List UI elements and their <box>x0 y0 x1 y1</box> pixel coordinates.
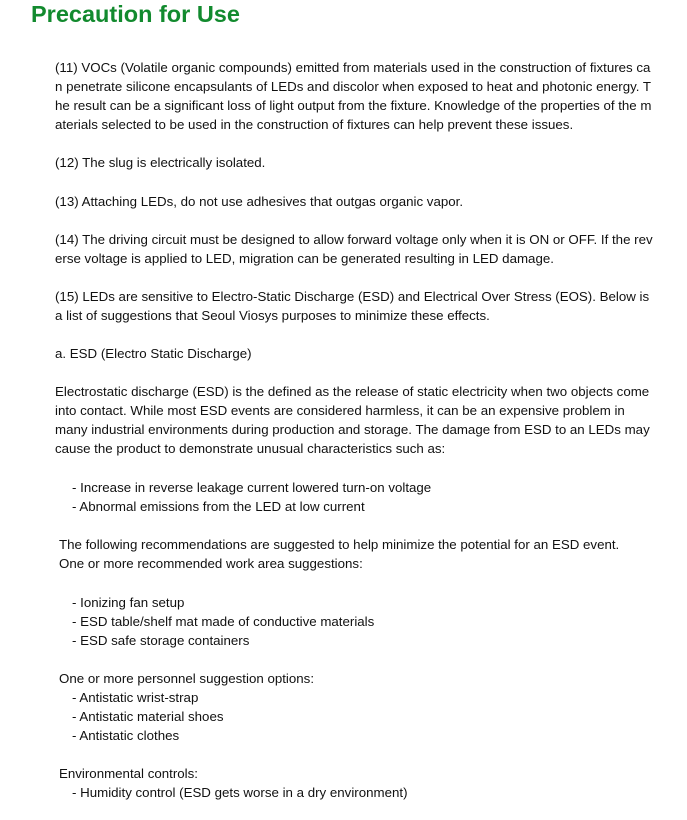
recommendation-line: One or more recommended work area suggestions: <box>59 556 363 571</box>
paragraph-14-line: erse voltage is applied to LED, migration can be generated resulting in LED damage. <box>55 251 554 266</box>
recommendation-line: The following recommendations are suggested to help minimize the potential for an ESD event. <box>59 537 620 552</box>
personnel-item: - Antistatic clothes <box>72 728 180 743</box>
esd-paragraph-line: many industrial environments during production and storage. The damage from ESD to an LEDs may <box>55 422 650 437</box>
paragraph-11-line: aterials selected to be used in the construction of fixtures can help prevent these issues. <box>55 117 574 132</box>
environmental-item: - Humidity control (ESD gets worse in a dry environment) <box>72 785 408 800</box>
esd-paragraph-line: Electrostatic discharge (ESD) is the defined as the release of static electricity when two objects come <box>55 384 650 399</box>
esd-heading: a. ESD (Electro Static Discharge) <box>55 346 252 361</box>
page-title: Precaution for Use <box>31 1 240 27</box>
paragraph-15-line: a list of suggestions that Seoul Viosys purposes to minimize these effects. <box>55 308 490 323</box>
personnel-item: - Antistatic wrist-strap <box>72 690 199 705</box>
paragraph-14-line: (14) The driving circuit must be designed to allow forward voltage only when it is ON or OFF. If the rev <box>55 232 653 247</box>
esd-effect-item: - Abnormal emissions from the LED at low current <box>72 499 365 514</box>
work-area-item: - Ionizing fan setup <box>72 595 185 610</box>
esd-effect-item: - Increase in reverse leakage current lowered turn-on voltage <box>72 480 432 495</box>
esd-paragraph-line: into contact. While most ESD events are considered harmless, it can be an expensive problem in <box>55 403 625 418</box>
personnel-heading: One or more personnel suggestion options: <box>59 671 315 686</box>
paragraph-11-line: n penetrate silicone encapsulants of LEDs and discolor when exposed to heat and photonic energy. T <box>55 79 652 94</box>
paragraph-13: (13) Attaching LEDs, do not use adhesives that outgas organic vapor. <box>55 194 464 209</box>
esd-paragraph-line: cause the product to demonstrate unusual characteristics such as: <box>55 441 446 456</box>
work-area-item: - ESD table/shelf mat made of conductive materials <box>72 614 375 629</box>
environmental-heading: Environmental controls: <box>59 766 198 781</box>
paragraph-11-line: he result can be a significant loss of light output from the fixture. Knowledge of the properties of the m <box>55 98 652 113</box>
paragraph-11-line: (11) VOCs (Volatile organic compounds) emitted from materials used in the construction of fixtures ca <box>55 60 651 75</box>
personnel-item: - Antistatic material shoes <box>72 709 224 724</box>
work-area-item: - ESD safe storage containers <box>72 633 250 648</box>
paragraph-12: (12) The slug is electrically isolated. <box>55 155 266 170</box>
paragraph-15-line: (15) LEDs are sensitive to Electro-Static Discharge (ESD) and Electrical Over Stress (EOS). Below is <box>55 289 650 304</box>
